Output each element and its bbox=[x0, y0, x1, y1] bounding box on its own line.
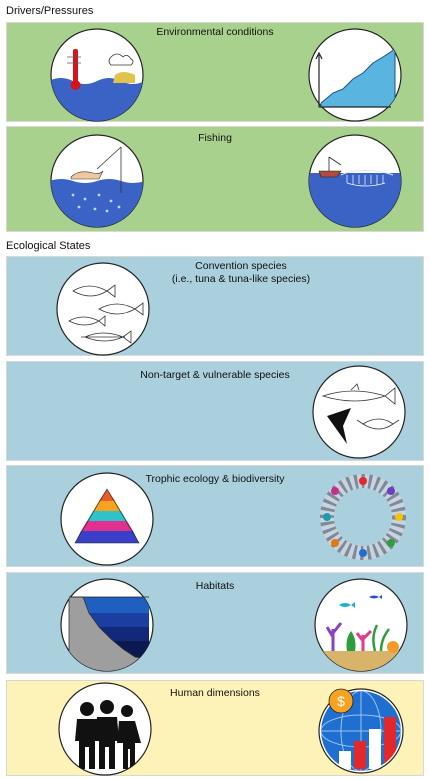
human-dimensions-panel bbox=[6, 680, 424, 776]
drivers-pressures-heading: Drivers/Pressures bbox=[6, 5, 94, 17]
fishing-panel bbox=[6, 126, 424, 232]
convention-species-subtitle: (i.e., tuna & tuna-like species) bbox=[171, 273, 311, 285]
human-dimensions-title: Human dimensions bbox=[170, 687, 260, 699]
shark-ray-turtle-icon bbox=[311, 364, 407, 460]
nontarget-species-title: Non-target & vulnerable species bbox=[140, 369, 290, 381]
environmental-conditions-title: Environmental conditions bbox=[156, 26, 274, 38]
recreational-fishing-icon bbox=[49, 133, 145, 229]
fishing-title: Fishing bbox=[198, 132, 232, 144]
thermometer-ocean-icon bbox=[49, 27, 145, 123]
fishing-vessel-net-icon bbox=[307, 133, 403, 229]
biodiversity-ring-icon bbox=[315, 469, 411, 565]
tuna-species-icon bbox=[55, 261, 151, 357]
ecological-states-heading: Ecological States bbox=[6, 240, 91, 252]
habitats-panel bbox=[6, 572, 424, 674]
trophic-ecology-panel bbox=[6, 465, 424, 567]
habitats-title: Habitats bbox=[195, 580, 235, 592]
convention-species-title: Convention species bbox=[195, 260, 287, 272]
trophic-ecology-title: Trophic ecology & biodiversity bbox=[145, 473, 285, 485]
convention-species-panel bbox=[6, 256, 424, 356]
ocean-depth-profile-icon bbox=[59, 577, 155, 673]
rising-trend-chart-icon bbox=[307, 27, 403, 123]
environmental-conditions-panel bbox=[6, 22, 424, 122]
people-group-icon bbox=[57, 681, 153, 777]
trophic-pyramid-icon bbox=[59, 471, 155, 567]
nontarget-species-panel bbox=[6, 361, 424, 461]
economic-globe-chart-icon bbox=[313, 681, 409, 777]
currency-symbol-text: $ bbox=[337, 693, 345, 709]
coral-reef-icon bbox=[313, 577, 409, 673]
